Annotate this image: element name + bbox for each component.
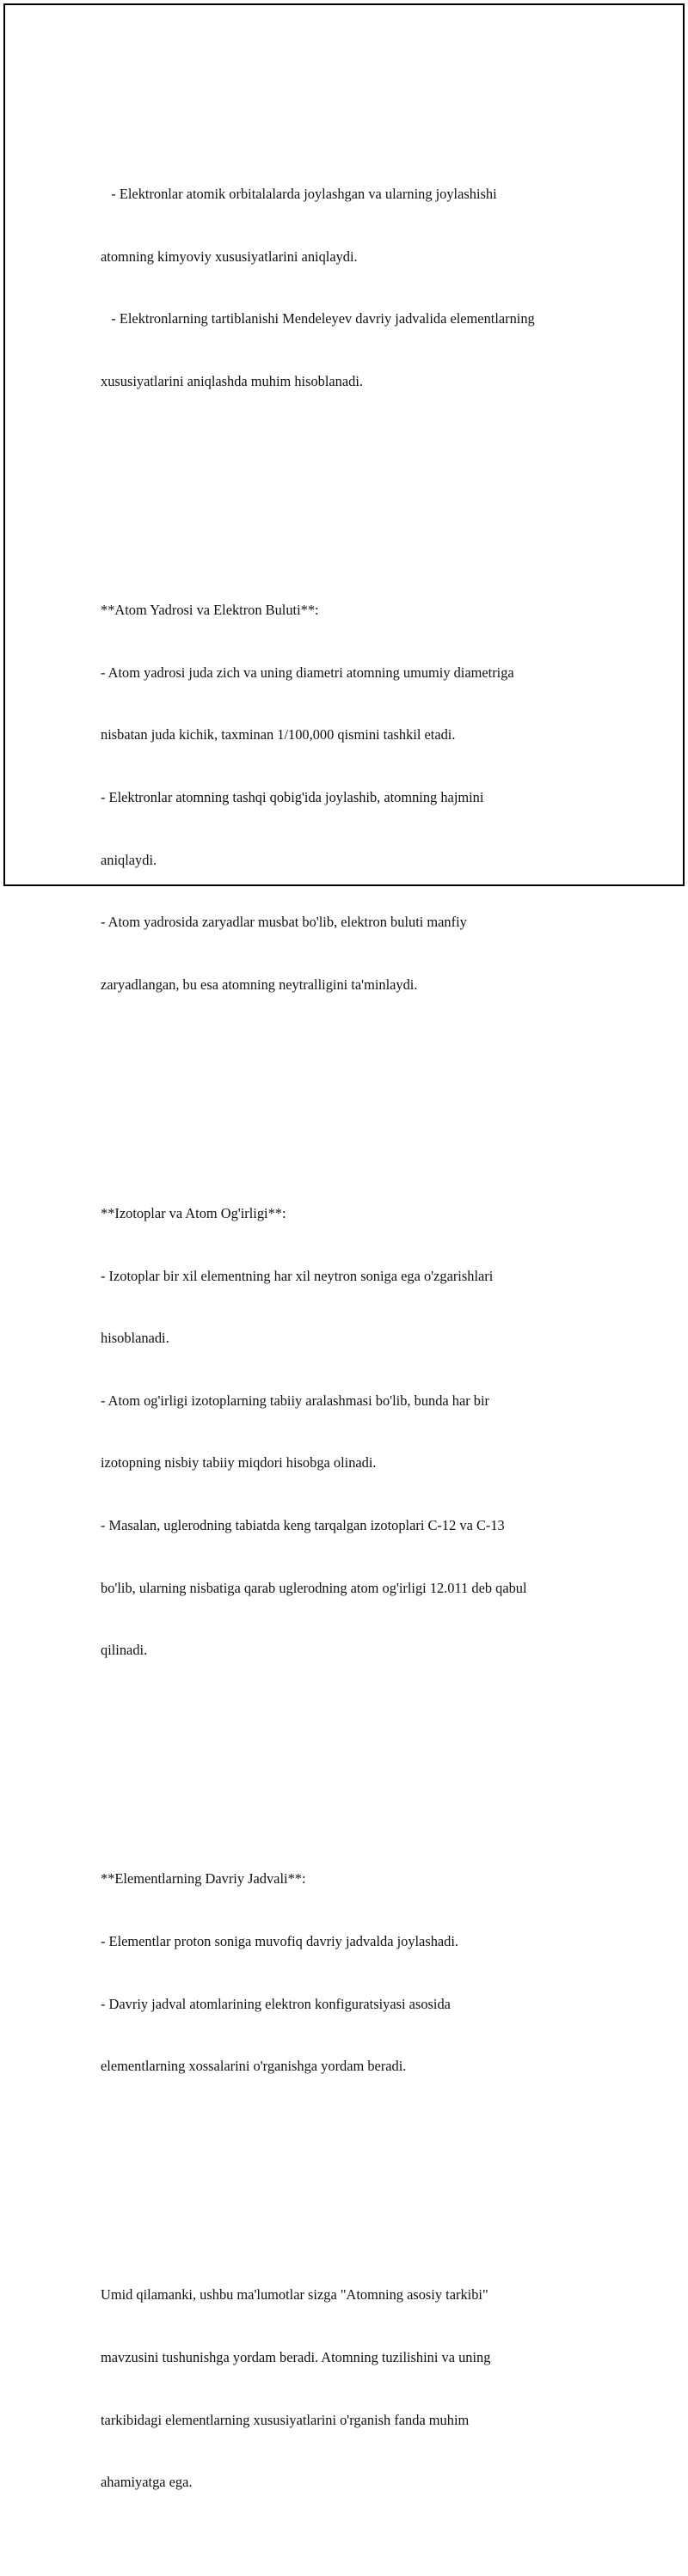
paragraph-gap bbox=[101, 475, 599, 496]
text-line: ahamiyatga ega. bbox=[101, 2474, 193, 2491]
text-line: nisbatan juda kichik, taxminan 1/100,000 qismini tashkil etadi. bbox=[101, 726, 456, 743]
text-line: tarkibidagi elementlarning xususiyatlarini o'rganish fanda muhim bbox=[101, 2411, 470, 2428]
text-line: izotopning nisbiy tabiiy miqdori hisobga olinadi. bbox=[101, 1454, 377, 1472]
text-line: hisoblanadi. bbox=[101, 1330, 169, 1347]
document-body bbox=[101, 80, 599, 2576]
text-line: - Masalan, uglerodning tabiatda keng tarqalgan izotoplari C-12 va C-13 bbox=[101, 1516, 505, 1533]
text-line: bo'lib, ularning nisbatiga qarab uglerodning atom og'irligi 12.011 deb qabul bbox=[101, 1579, 527, 1596]
section-heading: **Izotoplar va Atom Og'irligi**: bbox=[101, 1204, 286, 1221]
closing-paragraph bbox=[101, 2243, 599, 2535]
text-line: - Davriy jadval atomlarining elektron konfiguratsiyasi asosida bbox=[101, 1995, 451, 2012]
paragraph-gap bbox=[101, 2160, 599, 2181]
text-line: - Elementlar proton soniga muvofiq davriy jadvalda joylashadi. bbox=[101, 1933, 459, 1950]
section-heading: **Elementlarning Davriy Jadvali**: bbox=[101, 1870, 306, 1888]
text-line: elementlarning xossalarini o'rganishga yordam beradi. bbox=[101, 2058, 407, 2075]
text-line: - Atom og'irligi izotoplarning tabiiy aralashmasi bo'lib, bunda har bir bbox=[101, 1392, 490, 1409]
text-line: aniqlaydi. bbox=[101, 851, 157, 868]
text-line: Umid qilamanki, ushbu ma'lumotlar sizga "Atomning asosiy tarkibi" bbox=[101, 2286, 488, 2304]
text-line: - Elektronlar atomning tashqi qobig'ida joylashib, atomning hajmini bbox=[101, 788, 484, 805]
text-line: - Izotoplar bir xil elementning har xil neytron soniga ega o'zgarishlari bbox=[101, 1267, 494, 1284]
nucleus-section bbox=[101, 559, 599, 1037]
text-line: atomning kimyoviy xususiyatlarini aniqlaydi. bbox=[101, 248, 358, 265]
text-line: - Atom yadrosida zaryadlar musbat bo'lib, elektron buluti manfiy bbox=[101, 914, 467, 931]
paragraph-gap bbox=[101, 1744, 599, 1765]
text-line: mavzusini tushunishga yordam beradi. Atomning tuzilishini va uning bbox=[101, 2349, 491, 2366]
text-line: zaryadlangan, bu esa atomning neytralligini ta'minlaydi. bbox=[101, 976, 418, 993]
text-line: - Elektronlar atomik orbitalalarda joylashgan va ularning joylashishi bbox=[101, 186, 497, 203]
periodic-table-section bbox=[101, 1827, 599, 2119]
text-line: - Elektronlarning tartiblanishi Mendeleyev davriy jadvalida elementlarning bbox=[101, 310, 535, 327]
text-line: - Atom yadrosi juda zich va uning diametri atomning umumiy diametriga bbox=[101, 664, 514, 681]
electron-orbitals-paragraph bbox=[101, 143, 599, 434]
text-line: xususiyatlarini aniqlashda muhim hisoblanadi. bbox=[101, 372, 364, 389]
isotopes-section bbox=[101, 1162, 599, 1703]
text-line: qilinadi. bbox=[101, 1642, 148, 1659]
paragraph-gap bbox=[101, 1079, 599, 1099]
section-heading: **Atom Yadrosi va Elektron Buluti**: bbox=[101, 602, 319, 619]
